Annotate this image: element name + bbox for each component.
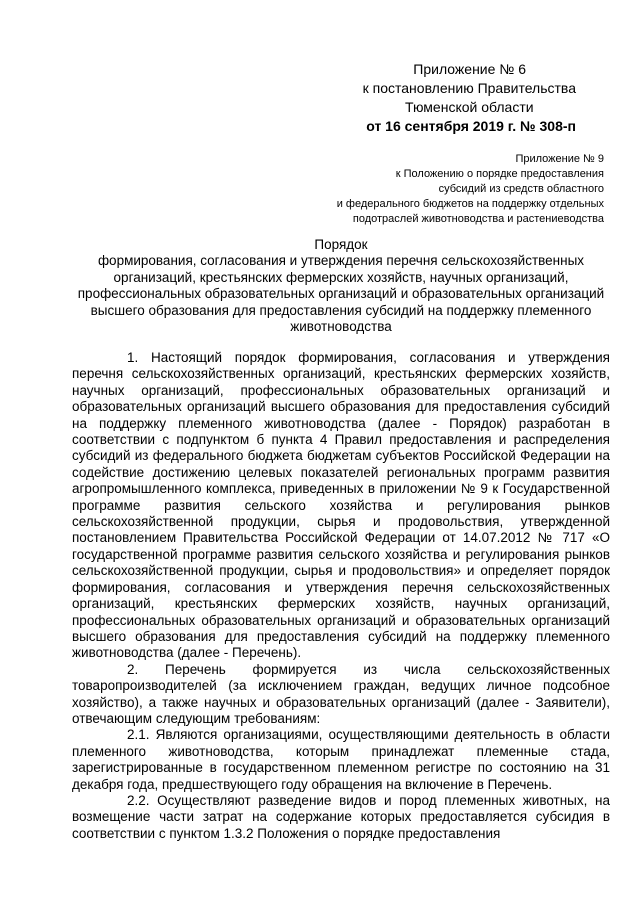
paragraph-2-1: 2.1. Являются организациями, осуществляющими деятельность в области племенного животноводства, которым принадлежат племенные стада, зарегистрированные в государственном племенном регистре по состоянию на 31 декабря года, предшествующего году обращения на включение в Перечень.	[72, 727, 610, 792]
document-subheading: формирования, согласования и утверждения перечня сельскохозяйственных организаций, крестьянских фермерских хозяйств, научных организаций, профессиональных образовательных организаций и образовательных организаций высшего образования для предоставления субсидий на поддержку племенного животноводства	[77, 253, 605, 335]
document-body	[72, 350, 610, 842]
document-title-block	[70, 237, 612, 335]
appendix-sub-line-3: субсидий из средств областного	[438, 183, 604, 195]
appendix-resolution-ref: к постановлению Правительства	[362, 80, 576, 96]
paragraph-2: 2. Перечень формируется из числа сельскохозяйственных товаропроизводителей (за исключением граждан, ведущих личное подсобное хозяйство), а также научных и образовательных организаций (далее - Заявители), отвечающим следующим требованиям:	[72, 661, 610, 726]
paragraph-1: 1. Настоящий порядок формирования, согласования и утверждения перечня сельскохозяйственных организаций, крестьянских фермерских хозяйств, научных организаций, профессиональных образовательных организаций и образовательных организаций высшего образования для предоставления субсидий на поддержку племенного животноводства (далее - Порядок) разработан в соответствии с подпунктом б пункта 4 Правил предоставления и распределения субсидий из федерального бюджета бюджетам субъектов Российской Федерации на содействие достижению целевых показателей региональных программ развития агропромышленного комплекса, приведенных в приложении № 9 к Государственной программе развития сельского хозяйства и регулирования рынков сельскохозяйственной продукции, сырья и продовольствия, утвержденной постановлением Правительства Российской Федерации от 14.07.2012 № 717 «О государственной программе развития сельского хозяйства и регулирования рынков сельскохозяйственной продукции, сырья и продовольствия» и определяет порядок формирования, согласования и утверждения перечня сельскохозяйственных организаций, крестьянских фермерских хозяйств, научных организаций, профессиональных образовательных организаций и образовательных организаций высшего образования для предоставления субсидий на поддержку племенного животноводства (далее - Перечень).	[72, 350, 610, 661]
appendix-sub-line-4: и федерального бюджетов на поддержку отдельных	[336, 198, 604, 210]
appendix-main-block	[363, 60, 576, 136]
appendix-sub-block	[337, 152, 604, 227]
appendix-region: Тюменской области	[405, 99, 534, 115]
appendix-sub-line-2: к Положению о порядке предоставления	[395, 168, 604, 180]
appendix-sub-line-5: подотраслей животноводства и растениеводства	[352, 213, 604, 225]
appendix-number: Приложение № 6	[413, 61, 526, 77]
paragraph-2-2: 2.2. Осуществляют разведение видов и пород племенных животных, на возмещение части затрат на содержание которых предоставляется субсидия в соответствии с пунктом 1.3.2 Положения о порядке предоставления	[72, 792, 610, 841]
appendix-sub-number: Приложение № 9	[515, 153, 604, 165]
document-heading: Порядок	[314, 237, 368, 252]
appendix-date-number: от 16 сентября 2019 г. № 308-п	[366, 118, 576, 134]
